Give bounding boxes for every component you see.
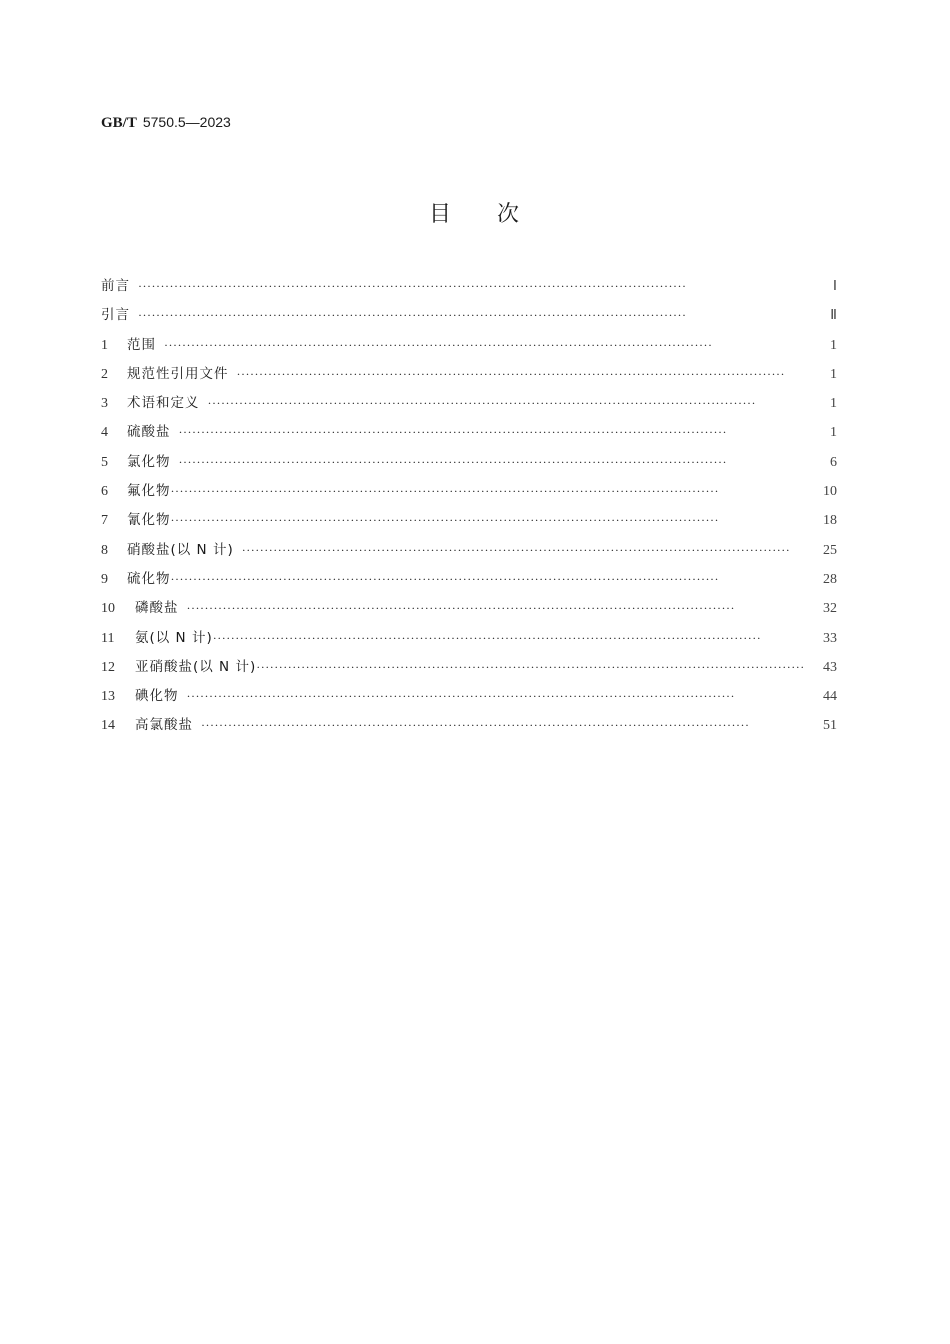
toc-label: 氟化物 <box>127 483 171 500</box>
toc-number: 5 <box>101 454 108 470</box>
toc-leader: ·························································································································· <box>170 484 720 499</box>
toc-page: 43 <box>823 659 837 675</box>
toc-number: 3 <box>101 396 108 412</box>
toc-entry-14[interactable] <box>101 713 837 742</box>
toc-page: 1 <box>830 337 837 353</box>
toc-entry-foreword[interactable] <box>101 274 837 303</box>
toc-leader: ·························································································································· <box>212 630 762 645</box>
toc-leader: ·························································································································· <box>207 396 757 411</box>
toc-entry-9[interactable] <box>101 567 837 596</box>
toc-entry-8[interactable] <box>101 538 837 567</box>
toc-number: 4 <box>101 425 108 441</box>
toc-leader: ·························································································································· <box>186 689 736 704</box>
toc-page: 51 <box>823 718 837 734</box>
toc-leader: ·························································································································· <box>178 454 728 469</box>
standard-code <box>101 114 231 132</box>
toc-entry-4[interactable] <box>101 420 837 449</box>
toc-page: 44 <box>823 689 837 705</box>
toc-page: Ⅰ <box>832 279 837 294</box>
toc-entry-10[interactable] <box>101 596 837 625</box>
toc-leader: ·························································································································· <box>164 337 713 352</box>
toc-label: 规范性引用文件 <box>127 365 229 382</box>
toc-label: 亚硝酸盐(以 N 计) <box>135 658 257 675</box>
toc-label: 硫化物 <box>127 570 171 587</box>
toc-label: 前言 <box>101 278 130 294</box>
toc-number: 13 <box>101 689 115 705</box>
toc-number: 9 <box>101 571 108 587</box>
standard-number: 5750.5—2023 <box>142 114 231 130</box>
toc-entry-2[interactable] <box>101 362 837 391</box>
toc-leader: ·························································································································· <box>138 308 687 323</box>
toc-page: 32 <box>823 601 837 617</box>
toc-number: 12 <box>101 659 115 675</box>
toc-number: 6 <box>101 484 108 500</box>
toc-page: 28 <box>823 571 837 587</box>
toc-page: 1 <box>830 425 837 441</box>
toc-leader: ·························································································································· <box>256 659 805 674</box>
toc-leader: ·························································································································· <box>170 513 720 528</box>
toc-leader: ·························································································································· <box>241 542 791 557</box>
toc-page: 33 <box>823 630 837 646</box>
title-char-2: 次 <box>497 202 522 227</box>
toc-entry-13[interactable] <box>101 684 837 713</box>
toc-page: 10 <box>823 484 837 500</box>
toc-label: 引言 <box>101 307 130 324</box>
toc-leader: ·························································································································· <box>138 279 687 293</box>
toc-label: 硝酸盐(以 N 计) <box>127 541 234 558</box>
toc-entry-1[interactable] <box>101 333 837 362</box>
toc-entry-7[interactable] <box>101 508 837 537</box>
toc-label: 磷酸盐 <box>135 600 179 617</box>
toc-entry-12[interactable] <box>101 655 837 684</box>
title-char-1: 目 <box>428 202 453 227</box>
toc-label: 氨(以 N 计) <box>135 629 213 646</box>
toc-number: 2 <box>101 366 108 382</box>
toc-number: 7 <box>101 513 108 529</box>
toc-leader: ·························································································································· <box>178 425 728 440</box>
toc-number: 8 <box>101 542 108 558</box>
page-title <box>0 197 950 228</box>
standard-prefix: GB/T <box>101 115 137 131</box>
toc-page: 6 <box>830 454 837 470</box>
toc-label: 术语和定义 <box>127 395 200 412</box>
toc-label: 碘化物 <box>135 688 179 705</box>
toc-leader: ·························································································································· <box>201 718 750 733</box>
toc-entry-6[interactable] <box>101 479 837 508</box>
toc-number: 1 <box>101 337 108 353</box>
toc-label: 范围 <box>127 336 156 353</box>
toc-leader: ·························································································································· <box>236 366 786 381</box>
toc-page: 1 <box>830 366 837 382</box>
toc-label: 氰化物 <box>127 512 171 529</box>
toc-number: 11 <box>101 630 115 646</box>
toc-entry-5[interactable] <box>101 450 837 479</box>
toc-label: 硫酸盐 <box>127 424 171 441</box>
toc-page: Ⅱ <box>830 308 837 324</box>
toc-page: 1 <box>830 396 837 412</box>
toc-number: 10 <box>101 601 115 617</box>
toc-number: 14 <box>101 718 115 734</box>
table-of-contents <box>101 274 837 743</box>
toc-label: 高氯酸盐 <box>135 717 193 734</box>
toc-label: 氯化物 <box>127 453 171 470</box>
toc-leader: ·························································································································· <box>186 601 736 616</box>
toc-entry-introduction[interactable] <box>101 303 837 332</box>
toc-entry-11[interactable] <box>101 626 837 655</box>
toc-leader: ·························································································································· <box>170 571 720 586</box>
toc-entry-3[interactable] <box>101 391 837 420</box>
toc-page: 18 <box>823 513 837 529</box>
toc-page: 25 <box>823 542 837 558</box>
